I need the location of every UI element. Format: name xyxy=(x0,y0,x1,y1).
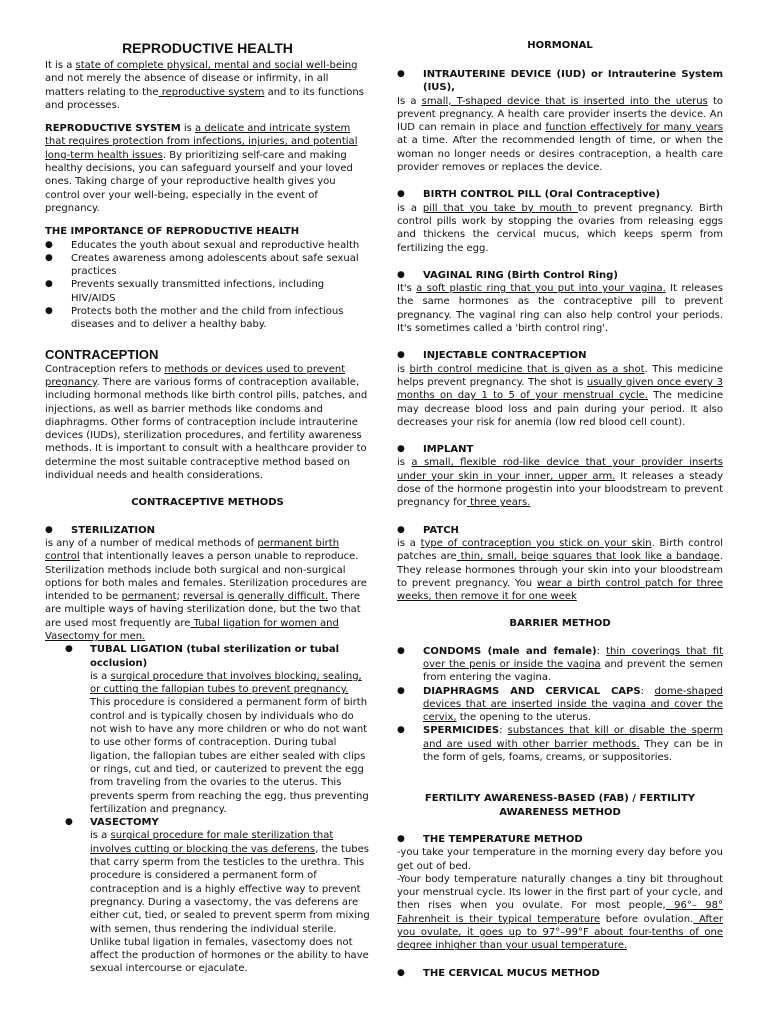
bold-text: SPERMICIDES xyxy=(423,725,500,737)
text-run: that intentionally leaves a person unable to reproduce. Sterilization methods include both surgical and non-surgical options for both males and females. Sterilization procedures are intended to be xyxy=(45,551,367,603)
underlined-text: wear a birth control patch for three weeks, then remove it for one week xyxy=(397,577,723,603)
pill-paragraph xyxy=(397,202,723,255)
sterilization-paragraph xyxy=(45,537,370,643)
underlined-text: dome-shaped devices that are inserted inside the vagina and cover the cervix, xyxy=(423,685,723,724)
text-run: It's xyxy=(397,283,417,295)
underlined-text: a delicate and intricate system that requires protection from infections, injuries, and potential long-term health issues xyxy=(45,123,358,161)
text-run: -Your body temperature naturally changes a tiny bit throughout your menstrual cycle. Its lower in the first part of your cycle, and then rises when you ovulate. For most people, xyxy=(397,873,723,912)
text-run: . This medicine helps prevent pregnancy. The shot is xyxy=(397,363,723,388)
text-run: the opening to the uterus. xyxy=(456,712,591,724)
underlined-text: surgical procedure for male sterilization that involves cutting or blocking the vas deferens xyxy=(90,830,334,855)
pill-heading: ● BIRTH CONTROL PILL (Oral Contraceptive) xyxy=(397,188,723,201)
underlined-text: birth control medicine that is given as a shot xyxy=(409,363,645,375)
underlined-text: surgical procedure that involves blocking, sealing, or cutting the fallopian tubes to prevent pregnancy. xyxy=(90,670,362,696)
underlined-text: thin coverings that fit over the penis or inside the vagina xyxy=(423,645,723,670)
injectable-paragraph xyxy=(397,363,723,429)
iud-paragraph xyxy=(397,95,723,175)
hormonal-heading: HORMONAL xyxy=(527,40,593,51)
text-run: is a xyxy=(90,830,111,842)
text-run: . By prioritizing self-care and making healthy decisions, you can safeguard yourself and your loved ones. Taking charge of your reproductive health gives you control over your well-being, especially in the event of pregnancy. xyxy=(45,149,353,214)
text-run: is a xyxy=(90,670,111,682)
reproductive-health-definition xyxy=(45,59,370,112)
underlined-text: state of complete physical, mental and social well-being xyxy=(75,60,358,71)
contraceptive-methods-heading: CONTRACEPTIVE METHODS xyxy=(131,497,284,509)
bold-text: CONDOMS (male and female) xyxy=(423,645,597,657)
text-run: Is a xyxy=(397,95,422,107)
barrier-list xyxy=(397,645,723,765)
underlined-text: small, T-shaped device that is inserted into the uterus xyxy=(421,95,708,107)
cervical-mucus-heading: ● THE CERVICAL MUCUS METHOD xyxy=(397,967,723,980)
text-run: is a xyxy=(397,537,421,549)
underlined-text: permanent birth control xyxy=(45,537,340,563)
text-run: : xyxy=(499,725,508,737)
vasectomy-paragraph xyxy=(45,829,370,975)
importance-heading: THE IMPORTANCE OF REPRODUCTIVE HEALTH xyxy=(45,226,300,238)
bold-text: DIAPHRAGMS AND CERVICAL CAPS xyxy=(423,685,641,697)
text-run: : xyxy=(640,685,655,697)
text-run: There are multiple ways of having sterilization done, but the two that are used most frequently are xyxy=(45,591,361,629)
list-item xyxy=(397,724,723,764)
underlined-text: function effectively for many years xyxy=(545,122,723,134)
iud-heading: ● INTRAUTERINE DEVICE (IUD) or Intrauterine System (IUS), xyxy=(397,68,723,95)
text-run: The medicine may decrease blood loss and pain during your period. It also decreases your risk for anemia (low red blood cell count). xyxy=(397,390,723,428)
text-run: is any of a number of medical methods of xyxy=(45,537,258,549)
underlined-text: a soft plastic ring that you put into your vagina. xyxy=(416,283,666,295)
text-run: . There are various forms of contraception available, including hormonal methods like birth control pills, patches, and injections, as well as barrier methods like condoms and diaphragms. Other forms of contraception include intrauterine devices (IUDs), sterilization procedures, and fertility awareness methods. It is important to consult with a healthcare provider to determine the most suitable contraceptive method based on individual needs and health considerations. xyxy=(45,376,368,482)
list-item: ● Creates awareness among adolescents about safe sexual practices xyxy=(45,252,370,279)
text-run: , the tubes that carry sperm from the testicles to the urethra. This procedure is considered a permanent form of contraception and is a highly effective way to prevent pregnancy. During a vasectomy, the vas deferens are either cut, tied, or sealed to prevent sperm from mixing with semen, thus rendering the individual sterile. Unlike tubal ligation in females, vasectomy does not affect the production of hormones or the ability to have sexual intercourse or ejaculate. xyxy=(90,843,370,975)
sterilization-heading: ● STERILIZATION xyxy=(45,524,370,537)
text-run: is a xyxy=(397,202,423,214)
underlined-text: 96°– 98° Fahrenheit is their typical temperature xyxy=(397,900,723,925)
underlined-text: methods or devices used to prevent pregnancy xyxy=(45,363,346,388)
right-column xyxy=(397,38,723,980)
text-run: before ovulation. xyxy=(600,913,694,925)
underlined-text: substances that kill or disable the sperm and are used with other barrier methods. xyxy=(423,725,723,750)
underlined-text: thin, small, beige squares that look like a bandage xyxy=(456,551,720,563)
underlined-text: usually given once every 3 months on day 1 to 5 of your menstrual cycle. xyxy=(397,376,723,402)
text-run: Contraception refers to xyxy=(45,363,165,375)
underlined-text: three years. xyxy=(466,497,531,509)
bold-text: REPRODUCTIVE SYSTEM xyxy=(45,123,181,135)
text-run: This procedure is considered a permanent form of birth control and is typically chosen by individuals who do not wish to have any more children or who do not want to use other forms of contraception. During tubal ligation, the fallopian tubes are either sealed with clips or rings, cut and tied, or cauterized to prevent the egg from traveling from the ovaries to the uterus. This prevents sperm from reaching the egg, thus preventing fertilization and pregnancy. xyxy=(90,697,369,815)
underlined-text: reversal is generally difficult. xyxy=(183,591,329,603)
text-run: They can be in the form of gels, foams, creams, or suppositories. xyxy=(423,738,723,764)
page-title: REPRODUCTIVE HEALTH xyxy=(122,40,293,56)
text-run: : xyxy=(596,645,607,657)
tubal-ligation-paragraph xyxy=(45,670,370,816)
contraception-heading: CONTRACEPTION xyxy=(45,346,159,362)
temperature-method-heading: ● THE TEMPERATURE METHOD xyxy=(397,833,723,846)
patch-paragraph xyxy=(397,537,723,603)
tubal-ligation-heading: ● TUBAL LIGATION (tubal sterilization or tubal occlusion) xyxy=(45,643,370,670)
text-run: It is a xyxy=(45,60,76,71)
text-run: . They release hormones through your skin into your bloodstream to prevent pregnancy. You xyxy=(397,551,723,589)
text-run: It releases the same hormones as the contraceptive pill to prevent pregnancy. The vaginal ring can also help control your periods. It's sometimes called a 'birth control ring'. xyxy=(397,283,723,335)
temperature-paragraph-1 xyxy=(397,846,723,873)
fab-heading: FERTILITY AWARENESS-BASED (FAB) / FERTILITY AWARENESS METHOD xyxy=(424,793,696,818)
left-column xyxy=(45,38,370,976)
list-item: ● Protects both the mother and the child from infectious diseases and to deliver a healthy baby. xyxy=(45,305,370,332)
text-run: at a time. After the recommended length of time, or when the woman no longer needs or desires contraception, a health care provider removes or replaces the device. xyxy=(397,135,723,174)
text-run: ; xyxy=(176,591,184,603)
underlined-text: permanent xyxy=(121,591,177,603)
contraception-paragraph xyxy=(45,363,370,483)
list-item: ● Educates the youth about sexual and reproductive health xyxy=(45,239,370,252)
ring-paragraph xyxy=(397,282,723,335)
text-run: is xyxy=(397,457,412,469)
list-item xyxy=(397,685,723,725)
text-run: to prevent pregnancy. Birth control pills work by stopping the ovaries from releasing eggs and thickens the cervical mucus, which keeps sperm from fertilizing the egg. xyxy=(397,202,723,254)
temperature-paragraph-2 xyxy=(397,873,723,953)
list-item xyxy=(397,645,723,685)
text-run: is xyxy=(397,363,410,375)
vasectomy-heading: ● VASECTOMY xyxy=(45,816,370,829)
underlined-text: After you ovulate, it goes up to 97°–99°F about four-tenths of one degree inhigher than your usual temperature. xyxy=(397,913,723,952)
patch-heading: ● PATCH xyxy=(397,524,723,537)
text-run: and to its functions and processes. xyxy=(45,86,364,111)
reproductive-system-paragraph xyxy=(45,122,370,215)
text-run: . Birth control patches are xyxy=(397,537,723,563)
underlined-text: pill that you take by mouth xyxy=(422,202,578,214)
underlined-text: reproductive system xyxy=(158,86,265,98)
underlined-text: type of contraception you stick on your skin xyxy=(420,537,652,549)
implant-paragraph xyxy=(397,456,723,509)
text-run: -you take your temperature in the morning every day before you get out of bed. xyxy=(397,847,723,872)
injectable-heading: ● INJECTABLE CONTRACEPTION xyxy=(397,349,723,362)
text-run: It releases a steady dose of the hormone progestin into your bloodstream to prevent pregnancy for xyxy=(397,470,723,509)
ring-heading: ● VAGINAL RING (Birth Control Ring) xyxy=(397,269,723,282)
text-run: and prevent the semen from entering the vagina. xyxy=(423,658,723,684)
text-run: to prevent pregnancy. A health care provider inserts the device. An IUD can remain in place and xyxy=(397,95,723,134)
text-run: and not merely the absence of disease or infirmity, in all matters relating to the xyxy=(45,73,329,98)
underlined-text: a small, flexible rod-like device that your provider inserts under your skin in your inner, upper arm. xyxy=(397,457,723,482)
list-item: ● Prevents sexually transmitted infections, including HIV/AIDS xyxy=(45,278,370,305)
barrier-method-heading: BARRIER METHOD xyxy=(509,618,611,630)
underlined-text: Tubal ligation for women and Vasectomy for men. xyxy=(45,617,339,642)
importance-list xyxy=(45,239,370,332)
text-run: is xyxy=(180,123,196,135)
implant-heading: ● IMPLANT xyxy=(397,443,723,456)
